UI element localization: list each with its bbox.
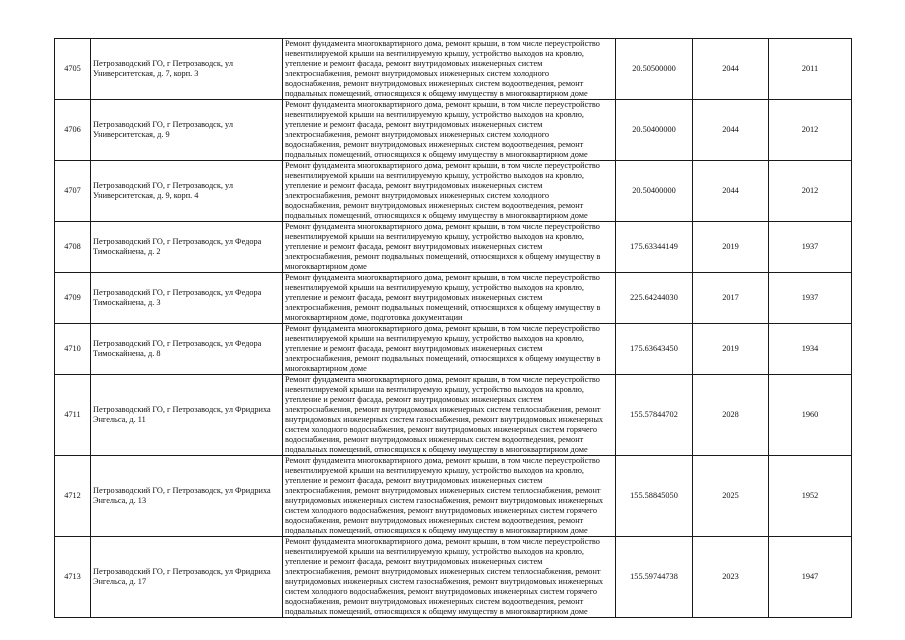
works-line: Ремонт фундамента многоквартирного дома, ремонт крыши, в том числе переустройство [285, 324, 600, 333]
repair-year-cell: 2017 [693, 273, 769, 324]
address-cell [91, 222, 283, 273]
address-line: Энгельса, д. 17 [93, 577, 147, 586]
works-line: подвальных помещений, относящихся к общему имуществу в многоквартирном доме [285, 211, 588, 220]
works-line: электроснабжения, ремонт подвальных помещений, относящихся к общему имуществу в [285, 303, 601, 312]
address-line: Петрозаводский ГО, г Петрозаводск, ул Федора [93, 237, 262, 246]
repair-year-cell: 2023 [693, 537, 769, 618]
works-list-cell [283, 324, 616, 375]
works-line: Ремонт фундамента многоквартирного дома, ремонт крыши, в том числе переустройство [285, 537, 600, 546]
address-line: Университетская, д. 9 [93, 130, 170, 139]
works-line: водоснабжения, ремонт внутридомовых инженерных систем водоотведения, ремонт [285, 516, 584, 525]
works-list-cell [283, 537, 616, 618]
repair-year-cell: 2025 [693, 456, 769, 537]
address-line: Университетская, д. 7, корп. 3 [93, 69, 199, 78]
works-line: систем холодного водоснабжения, ремонт внутридомовых инженерных систем горячего [285, 506, 598, 515]
works-line: утепление и ремонт фасада, ремонт внутридомовых инженерных систем [285, 181, 543, 190]
construction-year-cell: 2012 [769, 161, 852, 222]
address-line: Петрозаводский ГО, г Петрозаводск, ул [93, 59, 233, 68]
row-number-cell: 4706 [55, 100, 91, 161]
table-row [55, 537, 852, 618]
amount-cell: 225.64244030 [616, 273, 693, 324]
works-line: утепление и ремонт фасада, ремонт внутридомовых инженерных систем [285, 344, 543, 353]
construction-year-cell: 1934 [769, 324, 852, 375]
works-list-cell [283, 273, 616, 324]
table-row [55, 100, 852, 161]
repair-year-cell: 2019 [693, 222, 769, 273]
row-number-cell: 4711 [55, 375, 91, 456]
works-line: водоснабжения, ремонт внутридомовых инженерных систем водоотведения, ремонт [285, 435, 584, 444]
housing-repair-table [54, 38, 852, 618]
works-line: электроснабжения, ремонт подвальных помещений, относящихся к общему имуществу в [285, 252, 601, 261]
works-line: утепление и ремонт фасада, ремонт внутридомовых инженерных систем [285, 557, 543, 566]
works-line: подвальных помещений, относящихся к общему имуществу в многоквартирном доме [285, 89, 588, 98]
table-body [55, 39, 852, 618]
table-row [55, 222, 852, 273]
works-line: утепление и ремонт фасада, ремонт внутридомовых инженерных систем [285, 242, 543, 251]
works-line: невентилируемой крыши на вентилируемую крышу, устройство выходов на кровлю, [285, 232, 584, 241]
amount-cell: 175.63643450 [616, 324, 693, 375]
works-line: электроснабжения, ремонт внутридомовых инженерных систем холодного [285, 69, 550, 78]
works-line: электроснабжения, ремонт внутридомовых инженерных систем теплоснабжения, ремонт [285, 405, 601, 414]
address-line: Тимоскайнена, д. 3 [93, 298, 161, 307]
works-line: утепление и ремонт фасада, ремонт внутридомовых инженерных систем [285, 476, 543, 485]
works-line: водоснабжения, ремонт внутридомовых инженерных систем водоотведения, ремонт [285, 201, 584, 210]
works-line: Ремонт фундамента многоквартирного дома, ремонт крыши, в том числе переустройство [285, 375, 600, 384]
works-list-cell [283, 456, 616, 537]
works-line: многоквартирном доме, подготовка документации [285, 313, 463, 322]
address-cell [91, 375, 283, 456]
row-number-cell: 4709 [55, 273, 91, 324]
address-cell [91, 537, 283, 618]
repair-year-cell: 2044 [693, 39, 769, 100]
amount-cell: 20.50500000 [616, 39, 693, 100]
works-line: подвальных помещений, относящихся к общему имуществу в многоквартирном доме [285, 607, 588, 616]
table-row [55, 456, 852, 537]
construction-year-cell: 1937 [769, 273, 852, 324]
works-line: внутридомовых инженерных систем газоснабжения, ремонт внутридомовых инженерных [285, 496, 604, 505]
works-line: Ремонт фундамента многоквартирного дома, ремонт крыши, в том числе переустройство [285, 273, 600, 282]
amount-cell: 155.59744738 [616, 537, 693, 618]
works-line: утепление и ремонт фасада, ремонт внутридомовых инженерных систем [285, 293, 543, 302]
table-row [55, 161, 852, 222]
row-number-cell: 4710 [55, 324, 91, 375]
works-line: утепление и ремонт фасада, ремонт внутридомовых инженерных систем [285, 395, 543, 404]
amount-cell: 155.58845050 [616, 456, 693, 537]
works-line: электроснабжения, ремонт подвальных помещений, относящихся к общему имуществу в [285, 354, 601, 363]
works-line: внутридомовых инженерных систем газоснабжения, ремонт внутридомовых инженерных [285, 577, 604, 586]
works-line: невентилируемой крыши на вентилируемую крышу, устройство выходов на кровлю, [285, 466, 584, 475]
works-line: невентилируемой крыши на вентилируемую крышу, устройство выходов на кровлю, [285, 49, 584, 58]
construction-year-cell: 1947 [769, 537, 852, 618]
table-row [55, 375, 852, 456]
works-line: Ремонт фундамента многоквартирного дома, ремонт крыши, в том числе переустройство [285, 39, 600, 48]
amount-cell: 175.63344149 [616, 222, 693, 273]
address-line: Петрозаводский ГО, г Петрозаводск, ул Федора [93, 339, 262, 348]
works-line: подвальных помещений, относящихся к общему имуществу в многоквартирном доме [285, 445, 588, 454]
address-cell [91, 100, 283, 161]
works-line: Ремонт фундамента многоквартирного дома, ремонт крыши, в том числе переустройство [285, 222, 600, 231]
works-line: Ремонт фундамента многоквартирного дома, ремонт крыши, в том числе переустройство [285, 456, 600, 465]
row-number-cell: 4712 [55, 456, 91, 537]
works-line: систем холодного водоснабжения, ремонт внутридомовых инженерных систем горячего [285, 425, 598, 434]
repair-year-cell: 2019 [693, 324, 769, 375]
repair-year-cell: 2028 [693, 375, 769, 456]
works-line: водоснабжения, ремонт внутридомовых инженерных систем водоотведения, ремонт [285, 140, 584, 149]
construction-year-cell: 2011 [769, 39, 852, 100]
address-cell [91, 39, 283, 100]
address-cell [91, 456, 283, 537]
row-number-cell: 4705 [55, 39, 91, 100]
works-line: систем холодного водоснабжения, ремонт внутридомовых инженерных систем горячего [285, 587, 598, 596]
works-list-cell [283, 161, 616, 222]
address-line: Университетская, д. 9, корп. 4 [93, 191, 199, 200]
address-line: Петрозаводский ГО, г Петрозаводск, ул Федора [93, 288, 262, 297]
works-line: многоквартирном доме [285, 262, 367, 271]
works-line: утепление и ремонт фасада, ремонт внутридомовых инженерных систем [285, 120, 543, 129]
address-line: Петрозаводский ГО, г Петрозаводск, ул Фридриха [93, 405, 271, 414]
works-line: подвальных помещений, относящихся к общему имуществу в многоквартирном доме [285, 526, 588, 535]
address-line: Тимоскайнена, д. 2 [93, 247, 161, 256]
works-line: внутридомовых инженерных систем газоснабжения, ремонт внутридомовых инженерных [285, 415, 604, 424]
construction-year-cell: 1937 [769, 222, 852, 273]
address-cell [91, 324, 283, 375]
works-line: невентилируемой крыши на вентилируемую крышу, устройство выходов на кровлю, [285, 171, 584, 180]
works-line: водоснабжения, ремонт внутридомовых инженерных систем водоотведения, ремонт [285, 79, 584, 88]
repair-year-cell: 2044 [693, 161, 769, 222]
works-line: электроснабжения, ремонт внутридомовых инженерных систем холодного [285, 191, 550, 200]
repair-year-cell: 2044 [693, 100, 769, 161]
table-row [55, 273, 852, 324]
works-line: невентилируемой крыши на вентилируемую крышу, устройство выходов на кровлю, [285, 385, 584, 394]
address-line: Петрозаводский ГО, г Петрозаводск, ул [93, 120, 233, 129]
works-list-cell [283, 375, 616, 456]
works-line: электроснабжения, ремонт внутридомовых инженерных систем теплоснабжения, ремонт [285, 486, 601, 495]
works-line: Ремонт фундамента многоквартирного дома, ремонт крыши, в том числе переустройство [285, 161, 600, 170]
works-line: Ремонт фундамента многоквартирного дома, ремонт крыши, в том числе переустройство [285, 100, 600, 109]
table-row [55, 39, 852, 100]
works-list-cell [283, 100, 616, 161]
works-line: водоснабжения, ремонт внутридомовых инженерных систем водоотведения, ремонт [285, 597, 584, 606]
works-list-cell [283, 39, 616, 100]
works-line: утепление и ремонт фасада, ремонт внутридомовых инженерных систем [285, 59, 543, 68]
address-line: Тимоскайнена, д. 8 [93, 349, 161, 358]
construction-year-cell: 1960 [769, 375, 852, 456]
address-line: Петрозаводский ГО, г Петрозаводск, ул [93, 181, 233, 190]
amount-cell: 20.50400000 [616, 161, 693, 222]
construction-year-cell: 1952 [769, 456, 852, 537]
amount-cell: 155.57844702 [616, 375, 693, 456]
construction-year-cell: 2012 [769, 100, 852, 161]
address-cell [91, 161, 283, 222]
works-line: электроснабжения, ремонт внутридомовых инженерных систем холодного [285, 130, 550, 139]
works-line: электроснабжения, ремонт внутридомовых инженерных систем теплоснабжения, ремонт [285, 567, 601, 576]
table-row [55, 324, 852, 375]
address-cell [91, 273, 283, 324]
works-list-cell [283, 222, 616, 273]
address-line: Энгельса, д. 13 [93, 496, 147, 505]
works-line: невентилируемой крыши на вентилируемую крышу, устройство выходов на кровлю, [285, 334, 584, 343]
row-number-cell: 4713 [55, 537, 91, 618]
works-line: невентилируемой крыши на вентилируемую крышу, устройство выходов на кровлю, [285, 110, 584, 119]
row-number-cell: 4708 [55, 222, 91, 273]
works-line: многоквартирном доме [285, 364, 367, 373]
works-line: невентилируемой крыши на вентилируемую крышу, устройство выходов на кровлю, [285, 283, 584, 292]
address-line: Энгельса, д. 11 [93, 415, 146, 424]
works-line: невентилируемой крыши на вентилируемую крышу, устройство выходов на кровлю, [285, 547, 584, 556]
address-line: Петрозаводский ГО, г Петрозаводск, ул Фридриха [93, 567, 271, 576]
works-line: подвальных помещений, относящихся к общему имуществу в многоквартирном доме [285, 150, 588, 159]
amount-cell: 20.50400000 [616, 100, 693, 161]
row-number-cell: 4707 [55, 161, 91, 222]
address-line: Петрозаводский ГО, г Петрозаводск, ул Фридриха [93, 486, 271, 495]
